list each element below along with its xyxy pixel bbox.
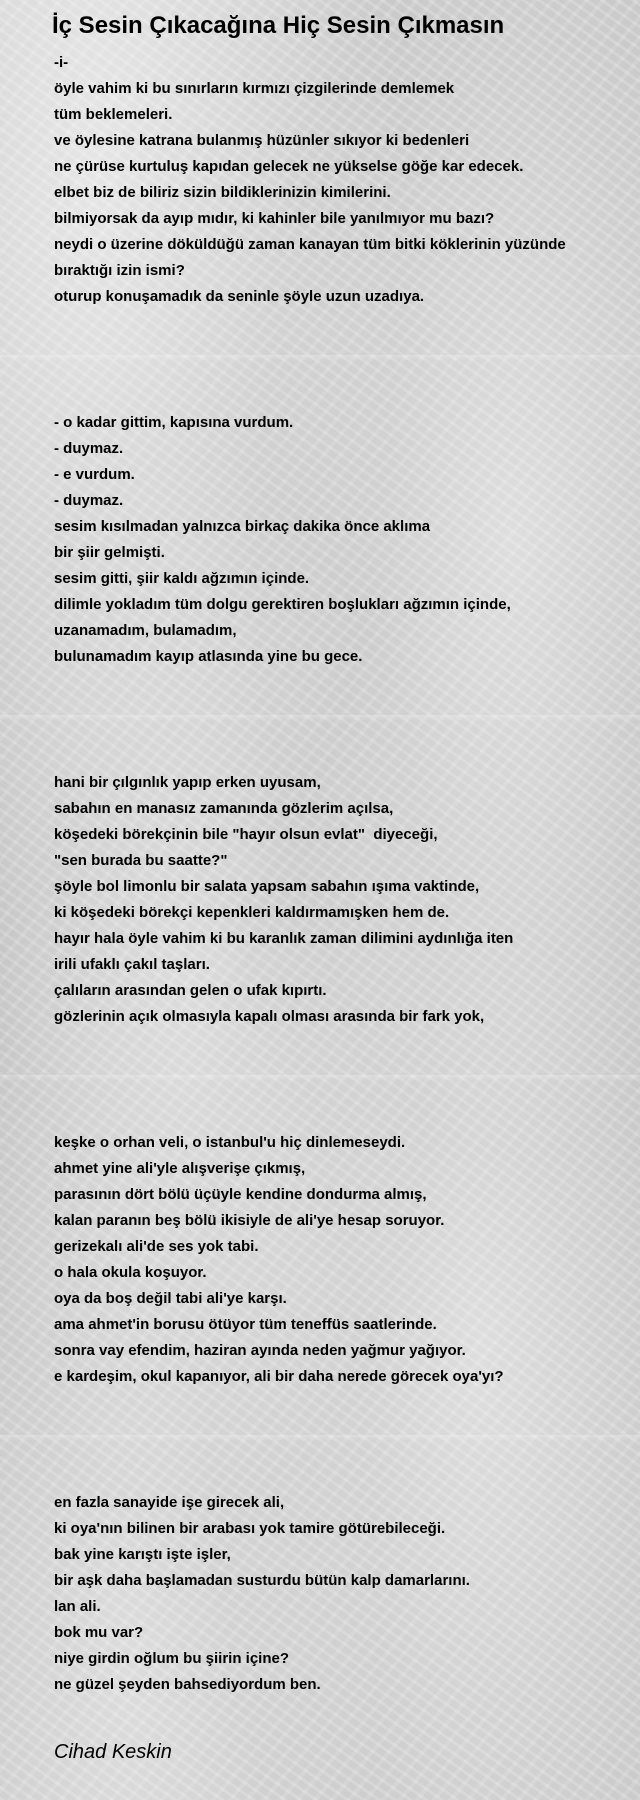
poem-line: ki köşedeki börekçi kepenkleri kaldırmamışken hem de. [54,904,450,921]
poem-line: sonra vay efendim, haziran ayında neden yağmur yağıyor. [54,1342,466,1359]
section-divider [0,715,640,721]
poem-line: bir aşk daha başlamadan susturdu bütün kalp damarlarını. [54,1572,470,1589]
poem-line: gerizekalı ali'de ses yok tabi. [54,1238,259,1255]
poem-line: - e vurdum. [54,466,135,483]
poem-line: çalıların arasından gelen o ufak kıpırtı. [54,982,327,999]
poem-line: - duymaz. [54,492,124,509]
poem-line: sesim kısılmadan yalnızca birkaç dakika önce aklıma [54,518,431,535]
poem-line: ne çürüse kurtuluş kapıdan gelecek ne yükselse göğe kar edecek. [54,158,524,175]
poem-line: - o kadar gittim, kapısına vurdum. [54,414,294,431]
poem-line: sesim gitti, şiir kaldı ağzımın içinde. [54,570,310,587]
poem-line: sabahın en manasız zamanında gözlerim açılsa, [54,800,394,817]
poem-line: niye girdin oğlum bu şiirin içine? [54,1650,290,1667]
section-divider [0,1075,640,1081]
stanza-3 [54,770,513,1030]
poem-line: oturup konuşamadık da seninle şöyle uzun uzadıya. [54,288,425,305]
poem-line: ahmet yine ali'yle alışverişe çıkmış, [54,1160,306,1177]
poem-line: öyle vahim ki bu sınırların kırmızı çizgilerinde demlemek [54,80,455,97]
poem-line: bilmiyorsak da ayıp mıdır, ki kahinler bile yanılmıyor mu bazı? [54,210,495,227]
poem-line: neydi o üzerine döküldüğü zaman kanayan tüm bitki köklerinin yüzünde [54,236,566,253]
poem-line: "sen burada bu saatte?" [54,852,228,869]
poem-line: ne güzel şeyden bahsediyordum ben. [54,1676,321,1693]
poem-line: bir şiir gelmişti. [54,544,165,561]
stanza-2 [54,410,511,670]
poem-line: ama ahmet'in borusu ötüyor tüm teneffüs saatlerinde. [54,1316,437,1333]
poem-line: ki oya'nın bilinen bir arabası yok tamire götürebileceği. [54,1520,446,1537]
stanza-1 [54,50,566,310]
poem-line: o hala okula koşuyor. [54,1264,207,1281]
poem-line: bak yine karıştı işte işler, [54,1546,231,1563]
poem-line: - duymaz. [54,440,124,457]
poem-line: dilimle yokladım tüm dolgu gerektiren boşlukları ağzımın içinde, [54,596,511,613]
poem-line: oya da boş değil tabi ali'ye karşı. [54,1290,287,1307]
poem-line: hani bir çılgınlık yapıp erken uyusam, [54,774,321,791]
poem-line: tüm beklemeleri. [54,106,173,123]
poem-title: İç Sesin Çıkacağına Hiç Sesin Çıkmasın [52,12,505,39]
poem-line: lan ali. [54,1598,101,1615]
poem-line: gözlerinin açık olmasıyla kapalı olması arasında bir fark yok, [54,1008,485,1025]
poem-line: e kardeşim, okul kapanıyor, ali bir daha nerede görecek oya'yı? [54,1368,504,1385]
section-divider [0,355,640,361]
poem-line: bok mu var? [54,1624,144,1641]
stanza-4 [54,1130,504,1390]
author-name: Cihad Keskin [54,1741,172,1763]
poem-line: köşedeki börekçinin bile "hayır olsun evlat" diyeceği, [54,826,438,843]
poem-line: irili ufaklı çakıl taşları. [54,956,210,973]
poem-line: parasının dört bölü üçüyle kendine dondurma almış, [54,1186,427,1203]
poem-line: keşke o orhan veli, o istanbul'u hiç dinlemeseydi. [54,1134,406,1151]
poem-line: uzanamadım, bulamadım, [54,622,237,639]
poem-line: bulunamadım kayıp atlasında yine bu gece. [54,648,363,665]
poem-line: bıraktığı izin ismi? [54,262,185,279]
poem-line: -i- [54,54,69,71]
poem-line: elbet biz de biliriz sizin bildiklerinizin kimilerini. [54,184,391,201]
poem-line: şöyle bol limonlu bir salata yapsam sabahın ışıma vaktinde, [54,878,480,895]
stanza-5 [54,1490,470,1698]
poem-line: en fazla sanayide işe girecek ali, [54,1494,285,1511]
poem-line: hayır hala öyle vahim ki bu karanlık zaman dilimini aydınlığa iten [54,930,514,947]
poem-line: kalan paranın beş bölü ikisiyle de ali'ye hesap soruyor. [54,1212,445,1229]
poem-line: ve öylesine katrana bulanmış hüzünler sıkıyor ki bedenleri [54,132,470,149]
section-divider [0,1435,640,1441]
